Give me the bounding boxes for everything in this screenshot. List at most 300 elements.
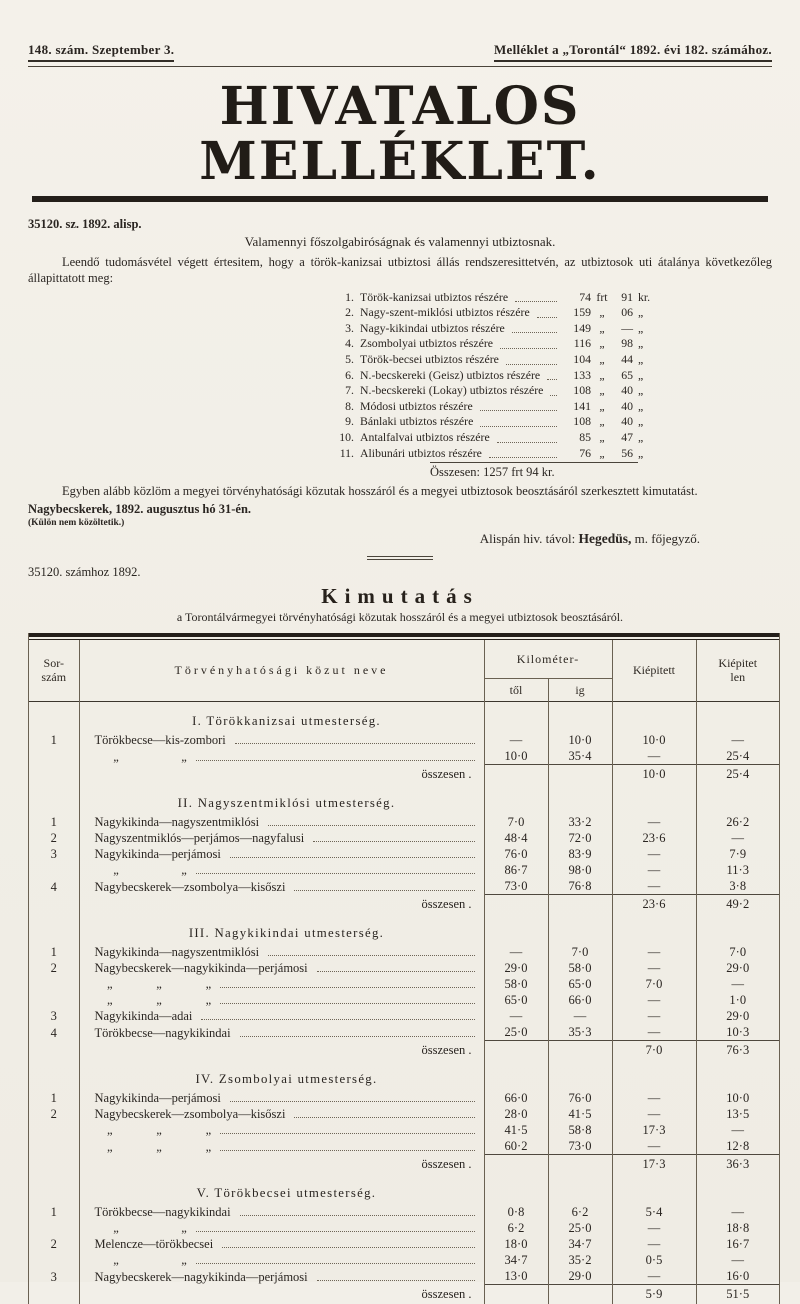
dot-leader [512, 332, 557, 333]
allowance-name: Antalfalvai utbiztos részére [360, 430, 490, 445]
row-number-cell: 2 [29, 960, 79, 976]
km-from-cell: 28·0 [484, 1106, 548, 1122]
km-to-cell: 58·8 [548, 1122, 612, 1138]
col-header-kilometer: Kilométer- [484, 640, 612, 679]
dot-leader [547, 379, 557, 380]
row-number-cell [29, 976, 79, 992]
allowance-kr-value: 40 [621, 383, 633, 398]
col-header-km-to: ig [548, 679, 612, 702]
unbuilt-cell: 26·2 [726, 815, 750, 830]
dot-leader [500, 348, 557, 349]
km-from-cell: — [484, 732, 548, 748]
km-from-cell: 65·0 [484, 992, 548, 1008]
built-cell: — [612, 878, 696, 895]
kimutatas-title: Kimutatás [321, 584, 479, 609]
table-row [29, 1268, 779, 1285]
allowance-kr-unit: „ [638, 336, 644, 351]
unbuilt-cell: 25·4 [726, 749, 750, 764]
col-header-kiepitett: Kiépitett [612, 640, 696, 702]
row-number-cell: 2 [29, 830, 79, 846]
allowance-frt-unit: „ [599, 430, 605, 445]
dot-leader [489, 457, 557, 458]
allowance-name: Nagy-szent-miklósi utbiztos részére [360, 305, 530, 320]
km-from-cell [484, 702, 548, 733]
road-name-cell [79, 1024, 484, 1041]
road-name-cell [79, 1106, 484, 1122]
allowance-row [328, 368, 658, 384]
road-name-cell [79, 1252, 484, 1268]
table-row [29, 1138, 779, 1155]
unbuilt-cell: 16·0 [726, 1269, 750, 1284]
road-name: Nagybecskerek—zsombolya—kisőszi [94, 1107, 286, 1122]
km-from-cell [484, 895, 548, 915]
road-name-cell [79, 1090, 484, 1106]
road-name-cell [79, 1122, 484, 1138]
km-to-cell [548, 914, 612, 944]
notice-reference: 35120. sz. 1892. alisp. [28, 217, 142, 232]
allowance-name: Bánlaki utbiztos részére [360, 414, 474, 429]
built-cell: — [612, 944, 696, 960]
built-cell: — [612, 1106, 696, 1122]
row-number-cell [29, 1220, 79, 1236]
built-cell: 7·0 [612, 976, 696, 992]
col-header-road-name: Törvényhatósági közut neve [79, 640, 484, 702]
table-row [29, 748, 779, 765]
section-divider [367, 556, 433, 560]
unbuilt-cell: 12·8 [726, 1139, 750, 1154]
row-number-cell: 2 [29, 1106, 79, 1122]
row-number-cell [29, 765, 79, 785]
built-cell [612, 784, 696, 814]
unbuilt-cell: 10·0 [726, 1091, 750, 1106]
allowance-kr-value: 44 [621, 352, 633, 367]
supplement-note: Melléklet a „Torontál“ 1892. évi 182. számához. [494, 42, 772, 62]
road-name: Nagyszentmiklós—perjámos—nagyfalusi [94, 831, 305, 846]
unbuilt-cell: 7·0 [729, 945, 747, 960]
row-number-cell: 3 [29, 1008, 79, 1024]
dot-leader [201, 1019, 474, 1020]
col-header-sorszam-line2: szám [41, 669, 67, 684]
addressee-line: Valamennyi főszolgabiróságnak és valamennyi utbiztosnak. [244, 234, 556, 250]
allowance-frt-unit: „ [599, 320, 605, 335]
section-title-row [29, 702, 779, 733]
km-from-cell [484, 1060, 548, 1090]
row-number-cell: 1 [29, 814, 79, 830]
dot-leader [550, 395, 557, 396]
unbuilt-cell: — [731, 733, 744, 748]
road-name: „ „ [94, 1221, 187, 1236]
allowance-number: 2. [345, 305, 354, 320]
signature-name: Hegedüs, [578, 531, 632, 547]
allowance-kr-unit: „ [638, 367, 644, 382]
allowance-name: Nagy-kikindai utbiztos részére [360, 320, 505, 335]
sum-row [29, 1155, 779, 1175]
kimutatas-reference: 35120. számhoz 1892. [28, 565, 141, 580]
unbuilt-cell: 11·3 [726, 863, 749, 878]
built-cell: — [612, 748, 696, 765]
allowance-name: Török-becsei utbiztos részére [360, 352, 499, 367]
dot-leader [313, 841, 474, 842]
built-cell: 0·5 [612, 1252, 696, 1268]
km-from-cell: 73·0 [484, 878, 548, 895]
built-cell [612, 702, 696, 733]
road-name-cell [79, 960, 484, 976]
table-row [29, 732, 779, 748]
allowance-kr-value: 40 [621, 414, 633, 429]
sum-label-cell: összesen . [79, 1041, 484, 1061]
allowance-name: Alibunári utbiztos részére [360, 445, 482, 460]
masthead [28, 42, 772, 67]
km-to-cell: 72·0 [548, 830, 612, 846]
dot-leader [515, 301, 557, 302]
km-from-cell: 10·0 [484, 748, 548, 765]
km-from-cell [484, 1174, 548, 1204]
road-name: Nagykikinda—nagyszentmiklósi [94, 945, 260, 960]
built-cell: — [612, 960, 696, 976]
km-from-cell: 29·0 [484, 960, 548, 976]
sum-row [29, 895, 779, 915]
row-number-cell [29, 895, 79, 915]
section-title-cell [79, 702, 484, 733]
row-number-cell: 4 [29, 878, 79, 895]
section-title-cell [79, 1060, 484, 1090]
road-name-cell [79, 862, 484, 878]
row-number-cell [29, 1138, 79, 1155]
unbuilt-cell: 13·5 [726, 1107, 750, 1122]
built-cell: — [612, 1138, 696, 1155]
section-title-cell [79, 914, 484, 944]
road-name: Nagybecskerek—nagykikinda—perjámosi [94, 961, 308, 976]
table-row [29, 1220, 779, 1236]
built-cell [612, 914, 696, 944]
place-date-line: Nagybecskerek, 1892. augusztus hó 31-én. [28, 502, 252, 517]
allowance-number: 9. [345, 414, 354, 429]
signature-prefix: Alispán hiv. távol: [479, 531, 579, 547]
km-from-cell: 25·0 [484, 1024, 548, 1041]
road-name: „ „ [94, 749, 187, 764]
road-name: Törökbecse—kis-zombori [94, 733, 226, 748]
built-sum-cell: 23·6 [612, 895, 696, 915]
allowance-row [328, 414, 658, 430]
allowance-kr-value: 06 [621, 305, 633, 320]
unbuilt-cell [696, 784, 779, 814]
unbuilt-sum-cell: 25·4 [696, 765, 779, 785]
road-name-cell [79, 976, 484, 992]
road-name: Melencze—törökbecsei [94, 1237, 214, 1252]
sum-label-cell: összesen . [79, 1285, 484, 1304]
allowance-kr-unit: „ [638, 430, 644, 445]
dot-leader [196, 760, 475, 761]
allowance-row [328, 399, 658, 415]
allowance-frt-unit: „ [599, 414, 605, 429]
built-cell [612, 1060, 696, 1090]
dot-leader [220, 1150, 474, 1151]
table-body [29, 702, 779, 1304]
dot-leader [294, 1117, 474, 1118]
road-name-cell [79, 846, 484, 862]
allowance-name: Zsombolyai utbiztos részére [360, 336, 494, 351]
dot-leader [196, 1263, 475, 1264]
allowance-kr-unit: „ [638, 445, 644, 460]
table-row [29, 1106, 779, 1122]
table-row [29, 878, 779, 895]
table-row [29, 1252, 779, 1268]
allowance-row [328, 352, 658, 368]
row-number-cell [29, 992, 79, 1008]
footnote: (Külön nem közöltetik.) [28, 518, 125, 529]
section-title: I. Törökkanizsai utmesterség. [192, 714, 381, 729]
unbuilt-cell: — [731, 977, 744, 992]
km-to-cell: 6·2 [548, 1204, 612, 1220]
allowance-number: 1. [345, 289, 354, 304]
road-name-cell [79, 732, 484, 748]
unbuilt-cell: 18·8 [726, 1221, 750, 1236]
allowance-frt-value: 76 [579, 445, 591, 460]
road-name: „ „ „ [94, 977, 212, 992]
km-from-cell: — [484, 1008, 548, 1024]
road-name-cell [79, 748, 484, 765]
dot-leader [537, 317, 557, 318]
row-number-cell [29, 748, 79, 765]
built-cell: — [612, 1090, 696, 1106]
unbuilt-cell: — [731, 1253, 744, 1268]
allowance-frt-unit: „ [599, 352, 605, 367]
built-cell: 23·6 [612, 830, 696, 846]
built-cell: — [612, 1220, 696, 1236]
km-from-cell: 13·0 [484, 1268, 548, 1285]
built-cell: 10·0 [612, 732, 696, 748]
section-title: IV. Zsombolyai utmesterség. [195, 1072, 378, 1087]
km-from-cell [484, 1155, 548, 1175]
km-to-cell [548, 1041, 612, 1061]
km-to-cell: 98·0 [548, 862, 612, 878]
road-name-cell [79, 830, 484, 846]
row-number-cell [29, 1060, 79, 1090]
km-from-cell: — [484, 944, 548, 960]
road-name-cell [79, 1236, 484, 1252]
road-name: Nagykikinda—perjámosi [94, 847, 221, 862]
allowance-frt-unit: „ [599, 305, 605, 320]
road-length-table [29, 640, 779, 1304]
built-cell [612, 1174, 696, 1204]
intro-paragraph: Leendő tudomásvétel végett értesitem, hogy a török-kanizsai utbiztosi állás rendszeresittetvén, az utbiztosok uti átalánya következőleg állapittatott meg: [28, 255, 772, 286]
km-to-cell: 65·0 [548, 976, 612, 992]
built-cell: — [612, 1236, 696, 1252]
km-from-cell [484, 1041, 548, 1061]
km-from-cell: 7·0 [484, 814, 548, 830]
row-number-cell [29, 1122, 79, 1138]
section-title-cell [79, 1174, 484, 1204]
unbuilt-cell: 1·0 [729, 993, 747, 1008]
km-to-cell [548, 765, 612, 785]
allowance-kr-unit: „ [638, 305, 644, 320]
allowance-row [328, 290, 658, 306]
road-name: Nagykikinda—nagyszentmiklósi [94, 815, 260, 830]
row-number-cell [29, 1155, 79, 1175]
sum-label-cell: összesen . [79, 895, 484, 915]
allowance-frt-unit: „ [599, 367, 605, 382]
row-number-cell [29, 702, 79, 733]
dot-leader [480, 426, 557, 427]
sum-row [29, 1285, 779, 1304]
allowance-frt-value: 108 [573, 414, 591, 429]
sum-row [29, 765, 779, 785]
allowance-frt-unit: „ [599, 336, 605, 351]
built-sum-cell: 10·0 [612, 765, 696, 785]
km-from-cell [484, 765, 548, 785]
section-title-row [29, 784, 779, 814]
dot-leader [230, 857, 475, 858]
dot-leader [294, 890, 474, 891]
km-from-cell: 6·2 [484, 1220, 548, 1236]
allowance-kr-unit: „ [638, 398, 644, 413]
built-cell: — [612, 992, 696, 1008]
unbuilt-cell: 10·3 [726, 1025, 750, 1040]
row-number-cell: 4 [29, 1024, 79, 1041]
unbuilt-cell [696, 1060, 779, 1090]
unbuilt-cell: — [731, 1123, 744, 1138]
row-number-cell: 1 [29, 944, 79, 960]
table-row [29, 976, 779, 992]
road-name-cell [79, 814, 484, 830]
row-number-cell: 1 [29, 1204, 79, 1220]
table-row [29, 960, 779, 976]
allowance-number: 6. [345, 367, 354, 382]
row-number-cell [29, 1252, 79, 1268]
dot-leader [240, 1036, 475, 1037]
km-from-cell [484, 1285, 548, 1304]
table-row [29, 846, 779, 862]
allowance-frt-value: 74 [579, 289, 591, 304]
km-to-cell: 76·8 [548, 878, 612, 895]
road-name-cell [79, 992, 484, 1008]
road-name: „ „ [94, 863, 187, 878]
table-row [29, 1236, 779, 1252]
allowance-frt-value: 141 [573, 398, 591, 413]
km-from-cell: 0·8 [484, 1204, 548, 1220]
row-number-cell: 2 [29, 1236, 79, 1252]
km-to-cell: 58·0 [548, 960, 612, 976]
dot-leader [230, 1101, 475, 1102]
row-number-cell [29, 784, 79, 814]
section-title: III. Nagykikindai utmesterség. [188, 926, 385, 941]
row-number-cell [29, 862, 79, 878]
allowance-frt-value: 159 [573, 305, 591, 320]
row-number-cell [29, 1041, 79, 1061]
col-header-sorszam-line1: Sor- [43, 656, 64, 671]
built-cell: — [612, 862, 696, 878]
km-from-cell: 48·4 [484, 830, 548, 846]
allowance-kr-value: 98 [621, 336, 633, 351]
allowance-kr-value: — [621, 320, 633, 335]
built-cell: 5·4 [612, 1204, 696, 1220]
table-row [29, 1090, 779, 1106]
road-name: Törökbecse—nagykikindai [94, 1205, 231, 1220]
row-number-cell [29, 914, 79, 944]
closing-paragraph: Egyben alább közlöm a megyei törvényhatósági közutak hosszáról és a megyei utbiztosok beosztásáról szerkesztett kimutatást. [62, 484, 698, 499]
section-title: II. Nagyszentmiklósi utmesterség. [177, 796, 396, 811]
road-name-cell [79, 1204, 484, 1220]
allowance-kr-unit: „ [638, 320, 644, 335]
table-header [29, 640, 779, 702]
row-number-cell [29, 1174, 79, 1204]
built-sum-cell: 7·0 [612, 1041, 696, 1061]
unbuilt-sum-cell: 36·3 [696, 1155, 779, 1175]
road-name: „ „ [94, 1253, 187, 1268]
dot-leader [240, 1215, 475, 1216]
dot-leader [480, 410, 557, 411]
signature-line [28, 531, 772, 547]
allowance-row [328, 305, 658, 321]
table-top-thick-rule [29, 633, 779, 637]
page-title: HIVATALOS MELLÉKLET. [199, 76, 601, 192]
km-to-cell: 33·2 [548, 814, 612, 830]
km-to-cell: 41·5 [548, 1106, 612, 1122]
dot-leader [220, 1003, 474, 1004]
allowance-number: 8. [345, 398, 354, 413]
dot-leader [222, 1247, 474, 1248]
section-title-row [29, 914, 779, 944]
km-from-cell: 66·0 [484, 1090, 548, 1106]
km-to-cell: 25·0 [548, 1220, 612, 1236]
table-row [29, 830, 779, 846]
built-cell: — [612, 1268, 696, 1285]
road-name-cell [79, 1138, 484, 1155]
allowance-total: Összesen: 1257 frt 94 kr. [430, 462, 638, 480]
road-name: „ „ „ [94, 1139, 212, 1154]
col-header-sorszam [29, 640, 79, 702]
road-name: „ „ „ [94, 993, 212, 1008]
allowance-kr-value: 47 [621, 430, 633, 445]
km-to-cell: 29·0 [548, 1268, 612, 1285]
allowance-number: 7. [345, 383, 354, 398]
road-name: Nagybecskerek—nagykikinda—perjámosi [94, 1269, 308, 1284]
km-to-cell: 35·2 [548, 1252, 612, 1268]
allowance-kr-unit: „ [638, 352, 644, 367]
allowance-kr-value: 91 [621, 289, 633, 304]
allowance-frt-value: 85 [579, 430, 591, 445]
km-to-cell [548, 1155, 612, 1175]
allowance-frt-value: 116 [573, 336, 591, 351]
unbuilt-cell: 29·0 [726, 961, 750, 976]
km-from-cell: 18·0 [484, 1236, 548, 1252]
table-row [29, 1204, 779, 1220]
table-row [29, 814, 779, 830]
allowance-frt-unit: „ [599, 383, 605, 398]
allowance-kr-unit: kr. [638, 289, 651, 304]
km-from-cell: 41·5 [484, 1122, 548, 1138]
dot-leader [196, 1231, 475, 1232]
dot-leader [506, 364, 557, 365]
unbuilt-cell: — [731, 1205, 744, 1220]
km-to-cell [548, 1060, 612, 1090]
dot-leader [268, 825, 474, 826]
table-row [29, 944, 779, 960]
km-from-cell: 76·0 [484, 846, 548, 862]
allowance-frt-unit: „ [599, 398, 605, 413]
km-from-cell: 86·7 [484, 862, 548, 878]
km-to-cell: 66·0 [548, 992, 612, 1008]
allowance-name: N.-becskereki (Geisz) utbiztos részére [360, 367, 541, 382]
allowance-number: 10. [339, 430, 354, 445]
allowance-kr-unit: „ [638, 383, 644, 398]
built-cell: 17·3 [612, 1122, 696, 1138]
built-sum-cell: 5·9 [612, 1285, 696, 1304]
allowance-number: 5. [345, 352, 354, 367]
unbuilt-cell: 29·0 [726, 1009, 750, 1024]
allowance-kr-unit: „ [638, 414, 644, 429]
km-from-cell: 34·7 [484, 1252, 548, 1268]
